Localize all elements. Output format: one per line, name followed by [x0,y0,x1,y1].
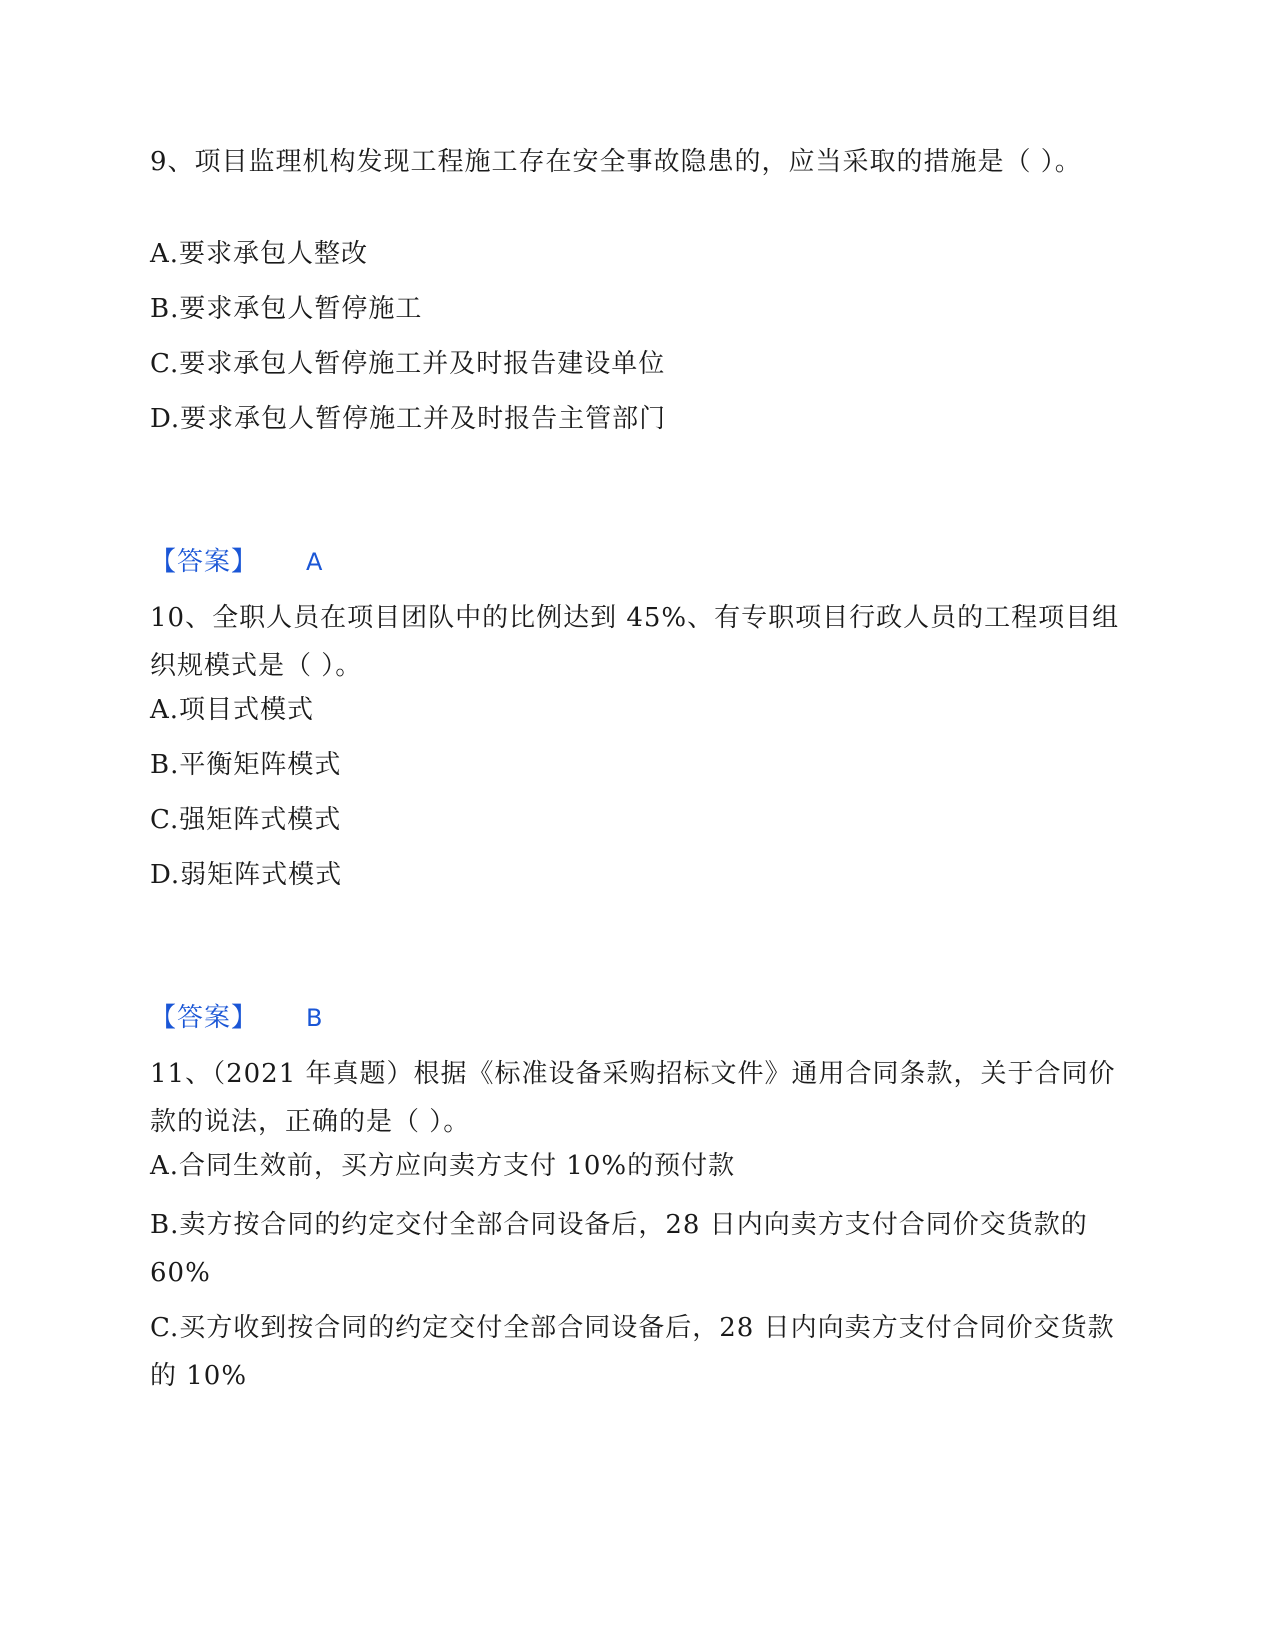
answer-label: 【答案】 [150,1003,259,1033]
answer-10 [150,998,323,1038]
answer-value: A [306,548,324,576]
question-stem: 9、项目监理机构发现工程施工存在安全事故隐患的，应当采取的措施是（ ）。 [150,147,1082,177]
question-9-options [150,234,1135,439]
question-10-options [150,690,1135,895]
question-11-options [150,1146,1135,1400]
option-b: B.卖方按合同的约定交付全部合同设备后，28 日内向卖方支付合同价交货款的 60% [150,1210,1088,1288]
question-9 [150,138,1135,186]
question-11 [150,1050,1135,1146]
option-b: B.平衡矩阵模式 [150,750,342,780]
option-b: B.要求承包人暂停施工 [150,294,423,324]
option-a: A.要求承包人整改 [150,239,369,269]
option-a: A.项目式模式 [150,695,315,725]
option-c: C.要求承包人暂停施工并及时报告建设单位 [150,349,666,379]
question-10 [150,594,1135,690]
option-d: D.弱矩阵式模式 [150,860,343,890]
answer-label: 【答案】 [150,547,259,577]
question-stem: 10、全职人员在项目团队中的比例达到 45%、有专职项目行政人员的工程项目组织规模式是（ ）。 [150,603,1120,681]
option-d: D.要求承包人暂停施工并及时报告主管部门 [150,404,667,434]
option-a: A.合同生效前，买方应向卖方支付 10%的预付款 [150,1151,736,1181]
option-c: C.买方收到按合同的约定交付全部合同设备后，28 日内向卖方支付合同价交货款的 10% [150,1313,1115,1391]
option-c: C.强矩阵式模式 [150,805,342,835]
answer-9 [150,542,323,582]
question-stem: 11、（2021 年真题）根据《标准设备采购招标文件》通用合同条款，关于合同价款的说法，正确的是（ ）。 [150,1059,1116,1137]
answer-value: B [306,1004,324,1032]
